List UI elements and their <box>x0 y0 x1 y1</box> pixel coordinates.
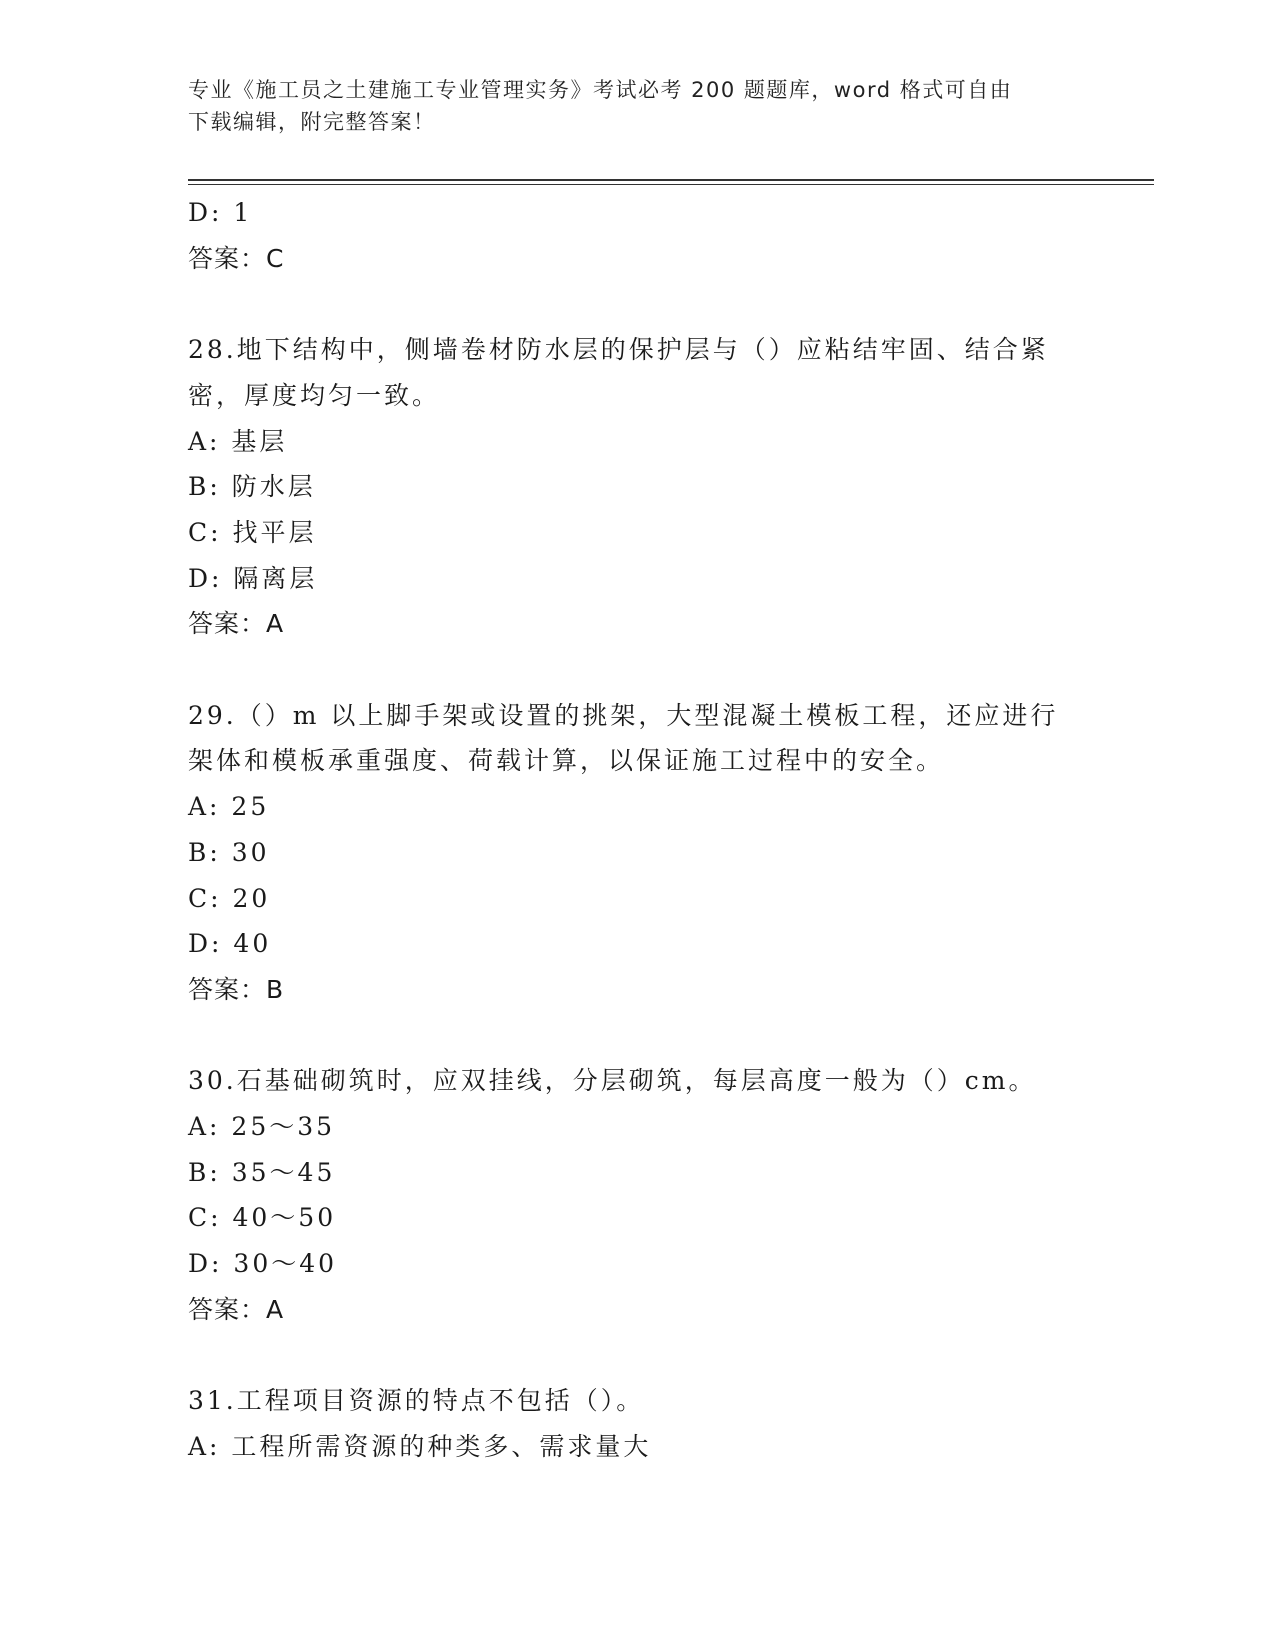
question-28 <box>188 327 1088 647</box>
question-text-line-1: 28.地下结构中，侧墙卷材防水层的保护层与（）应粘结牢固、结合紧 <box>188 335 1049 365</box>
spacer <box>188 1333 1088 1379</box>
page-header <box>188 74 1068 138</box>
spacer <box>188 1013 1088 1059</box>
option-a: A: 25～35 <box>188 1112 336 1142</box>
question-30 <box>188 1058 1088 1332</box>
question-text-line-1: 29.（）m 以上脚手架或设置的挑架，大型混凝土模板工程，还应进行 <box>188 700 1059 730</box>
header-title-line-1: 专业《施工员之土建施工专业管理实务》考试必考 200 题题库，word 格式可自由 <box>188 78 1013 102</box>
question-text-line-2: 架体和模板承重强度、荷载计算，以保证施工过程中的安全。 <box>188 746 945 776</box>
option-a: A: 工程所需资源的种类多、需求量大 <box>188 1431 652 1461</box>
option-a: A: 25 <box>188 792 270 822</box>
question-text-line-1: 30.石基础砌筑时，应双挂线，分层砌筑，每层高度一般为（）cm。 <box>188 1066 1037 1096</box>
question-29 <box>188 693 1088 1013</box>
question-text-line-1: 31.工程项目资源的特点不包括（）。 <box>188 1386 645 1416</box>
option-b: B: 30 <box>188 837 270 867</box>
header-title-line-2: 下载编辑，附完整答案！ <box>188 110 436 134</box>
answer-line: 答案：A <box>188 609 285 639</box>
header-divider-thin <box>188 184 1154 185</box>
answer-line: 答案：A <box>188 1294 285 1324</box>
answer-line: 答案：C <box>188 243 285 273</box>
answer-line: 答案：B <box>188 974 285 1004</box>
spacer <box>188 647 1088 693</box>
option-c: C: 找平层 <box>188 517 317 547</box>
option-c: C: 20 <box>188 883 271 913</box>
option-a: A: 基层 <box>188 426 288 456</box>
spacer <box>188 281 1088 327</box>
option-c: C: 40～50 <box>188 1203 337 1233</box>
option-d: D: 1 <box>188 198 253 227</box>
option-d: D: 隔离层 <box>188 563 318 593</box>
question-text-line-2: 密，厚度均匀一致。 <box>188 380 441 410</box>
option-b: B: 防水层 <box>188 472 316 502</box>
previous-question-tail <box>188 190 1088 281</box>
question-31 <box>188 1378 1088 1469</box>
question-list <box>188 190 1088 1470</box>
option-b: B: 35～45 <box>188 1157 336 1187</box>
option-d: D: 40 <box>188 929 272 959</box>
option-d: D: 30～40 <box>188 1249 338 1279</box>
header-divider-thick <box>188 179 1154 181</box>
